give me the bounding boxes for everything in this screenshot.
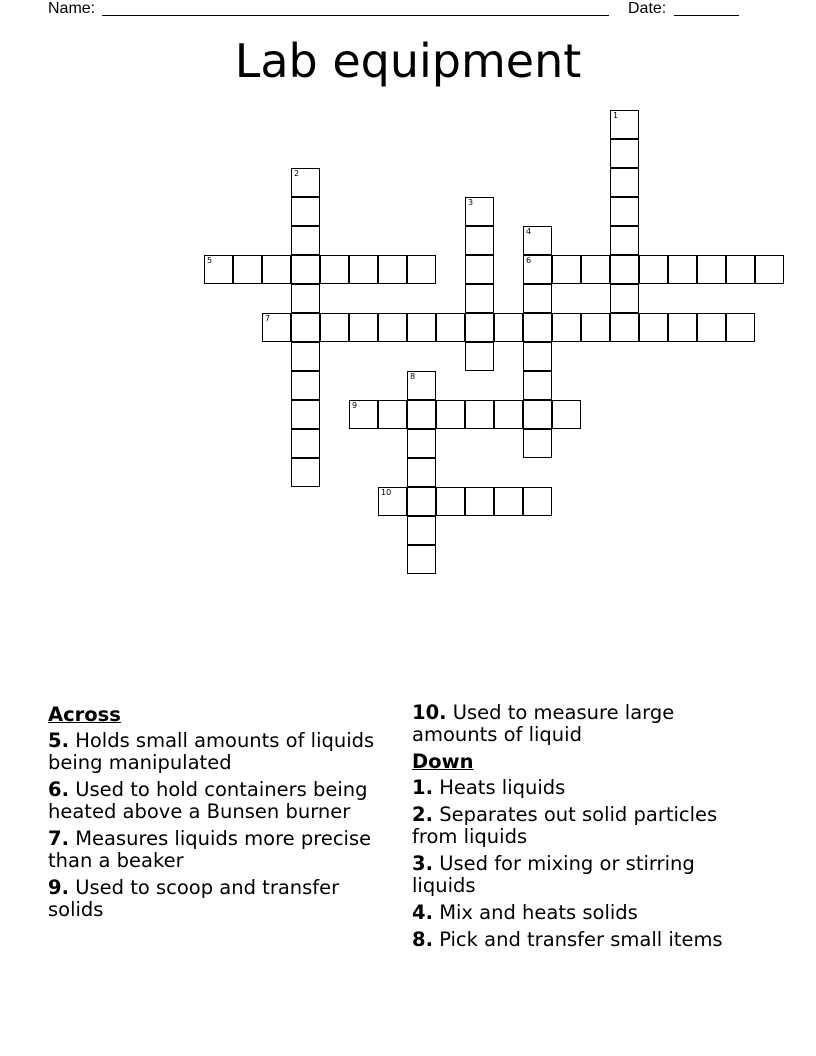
crossword-cell[interactable] xyxy=(697,313,726,342)
clue-text: Used for mixing or stirring liquids xyxy=(412,852,695,897)
crossword-cell[interactable] xyxy=(610,110,639,139)
crossword-cell[interactable] xyxy=(204,255,233,284)
crossword-cell[interactable] xyxy=(494,313,523,342)
crossword-cell[interactable] xyxy=(523,487,552,516)
clue-across-5 xyxy=(48,730,378,774)
crossword-cell[interactable] xyxy=(726,255,755,284)
crossword-cell[interactable] xyxy=(407,400,436,429)
crossword-cell[interactable] xyxy=(610,255,639,284)
crossword-cell[interactable] xyxy=(378,400,407,429)
crossword-cell[interactable] xyxy=(726,313,755,342)
clue-number: 5. xyxy=(48,729,69,752)
crossword-cell[interactable] xyxy=(436,400,465,429)
clue-text: Used to hold containers being heated above a Bunsen burner xyxy=(48,778,368,823)
clue-number: 2. xyxy=(412,803,433,826)
crossword-cell[interactable] xyxy=(581,313,610,342)
crossword-cell[interactable] xyxy=(378,313,407,342)
clues-right-column xyxy=(412,702,752,956)
crossword-cell[interactable] xyxy=(291,284,320,313)
crossword-cell[interactable] xyxy=(436,313,465,342)
cell-number: 7 xyxy=(265,314,271,323)
crossword-cell[interactable] xyxy=(465,284,494,313)
crossword-cell[interactable] xyxy=(552,313,581,342)
crossword-cell[interactable] xyxy=(581,255,610,284)
crossword-cell[interactable] xyxy=(465,197,494,226)
crossword-cell[interactable] xyxy=(523,371,552,400)
clue-down-1 xyxy=(412,777,752,799)
crossword-cell[interactable] xyxy=(291,168,320,197)
across-heading: Across xyxy=(48,703,121,726)
crossword-cell[interactable] xyxy=(610,197,639,226)
crossword-cell[interactable] xyxy=(262,313,291,342)
cell-number: 2 xyxy=(294,169,300,178)
date-label: Date: xyxy=(628,0,667,17)
cell-number: 10 xyxy=(381,488,392,497)
crossword-cell[interactable] xyxy=(407,371,436,400)
crossword-cell[interactable] xyxy=(465,313,494,342)
crossword-cell[interactable] xyxy=(378,487,407,516)
crossword-cell[interactable] xyxy=(291,429,320,458)
clue-number: 4. xyxy=(412,901,433,924)
crossword-cell[interactable] xyxy=(552,255,581,284)
clue-text: Heats liquids xyxy=(439,776,566,799)
cell-number: 5 xyxy=(207,256,213,265)
crossword-cell[interactable] xyxy=(610,284,639,313)
crossword-cell[interactable] xyxy=(494,487,523,516)
crossword-cell[interactable] xyxy=(523,342,552,371)
clue-across-7 xyxy=(48,828,378,872)
clue-number: 3. xyxy=(412,852,433,875)
crossword-cell[interactable] xyxy=(523,400,552,429)
crossword-cell[interactable] xyxy=(465,255,494,284)
crossword-cell[interactable] xyxy=(523,255,552,284)
crossword-cell[interactable] xyxy=(465,226,494,255)
clue-down-3 xyxy=(412,853,752,897)
crossword-cell[interactable] xyxy=(523,226,552,255)
crossword-cell[interactable] xyxy=(407,516,436,545)
crossword-cell[interactable] xyxy=(291,400,320,429)
crossword-cell[interactable] xyxy=(523,284,552,313)
cell-number: 9 xyxy=(352,401,358,410)
clue-across-9 xyxy=(48,877,378,921)
crossword-cell[interactable] xyxy=(320,313,349,342)
clue-number: 9. xyxy=(48,876,69,899)
crossword-cell[interactable] xyxy=(610,226,639,255)
crossword-cell[interactable] xyxy=(378,255,407,284)
crossword-cell[interactable] xyxy=(610,139,639,168)
clue-number: 6. xyxy=(48,778,69,801)
clue-number: 7. xyxy=(48,827,69,850)
clue-text: Separates out solid particles from liquids xyxy=(412,803,718,848)
cell-number: 8 xyxy=(410,372,416,381)
crossword-cell[interactable] xyxy=(407,458,436,487)
crossword-cell[interactable] xyxy=(291,197,320,226)
crossword-cell[interactable] xyxy=(639,255,668,284)
crossword-cell[interactable] xyxy=(291,226,320,255)
crossword-cell[interactable] xyxy=(465,400,494,429)
down-heading: Down xyxy=(412,750,474,773)
name-label: Name: xyxy=(48,0,96,17)
crossword-cell[interactable] xyxy=(407,313,436,342)
clue-text: Pick and transfer small items xyxy=(439,928,723,951)
crossword-cell[interactable] xyxy=(610,168,639,197)
crossword-cell[interactable] xyxy=(407,255,436,284)
clue-down-2 xyxy=(412,804,752,848)
clue-number: 1. xyxy=(412,776,433,799)
crossword-cell[interactable] xyxy=(291,371,320,400)
cell-number: 6 xyxy=(526,256,532,265)
cell-number: 1 xyxy=(613,111,619,120)
page-title: Lab equipment xyxy=(234,34,582,88)
crossword-cell[interactable] xyxy=(320,255,349,284)
crossword-cell[interactable] xyxy=(407,429,436,458)
crossword-cell[interactable] xyxy=(465,487,494,516)
clue-text: Used to scoop and transfer solids xyxy=(48,876,340,921)
clue-text: Mix and heats solids xyxy=(439,901,638,924)
crossword-cell[interactable] xyxy=(262,255,291,284)
crossword-cell[interactable] xyxy=(349,400,378,429)
crossword-cell[interactable] xyxy=(233,255,262,284)
cell-number: 4 xyxy=(526,227,532,236)
crossword-cell[interactable] xyxy=(291,255,320,284)
crossword-cell[interactable] xyxy=(697,255,726,284)
clue-down-8 xyxy=(412,929,752,951)
crossword-cell[interactable] xyxy=(436,487,465,516)
crossword-cell[interactable] xyxy=(291,313,320,342)
crossword-cell[interactable] xyxy=(349,313,378,342)
crossword-cell[interactable] xyxy=(552,400,581,429)
clue-text: Used to measure large amounts of liquid xyxy=(412,701,675,746)
crossword-cell[interactable] xyxy=(407,545,436,574)
crossword-cell[interactable] xyxy=(291,458,320,487)
clue-across-10 xyxy=(412,702,752,746)
crossword-cell[interactable] xyxy=(465,342,494,371)
clue-number: 10. xyxy=(412,701,447,724)
clue-across-6 xyxy=(48,779,378,823)
crossword-cell[interactable] xyxy=(639,313,668,342)
crossword-cell[interactable] xyxy=(755,255,784,284)
cell-number: 3 xyxy=(468,198,474,207)
clue-number: 8. xyxy=(412,928,433,951)
clues-left-column xyxy=(48,702,378,926)
crossword-cell[interactable] xyxy=(494,400,523,429)
clue-text: Holds small amounts of liquids being manipulated xyxy=(48,729,375,774)
crossword-cell[interactable] xyxy=(407,487,436,516)
crossword-cell[interactable] xyxy=(668,255,697,284)
clue-down-4 xyxy=(412,902,752,924)
crossword-cell[interactable] xyxy=(523,313,552,342)
crossword-cell[interactable] xyxy=(523,429,552,458)
clue-text: Measures liquids more precise than a beaker xyxy=(48,827,372,872)
crossword-cell[interactable] xyxy=(610,313,639,342)
crossword-cell[interactable] xyxy=(349,255,378,284)
crossword-cell[interactable] xyxy=(668,313,697,342)
crossword-cell[interactable] xyxy=(291,342,320,371)
